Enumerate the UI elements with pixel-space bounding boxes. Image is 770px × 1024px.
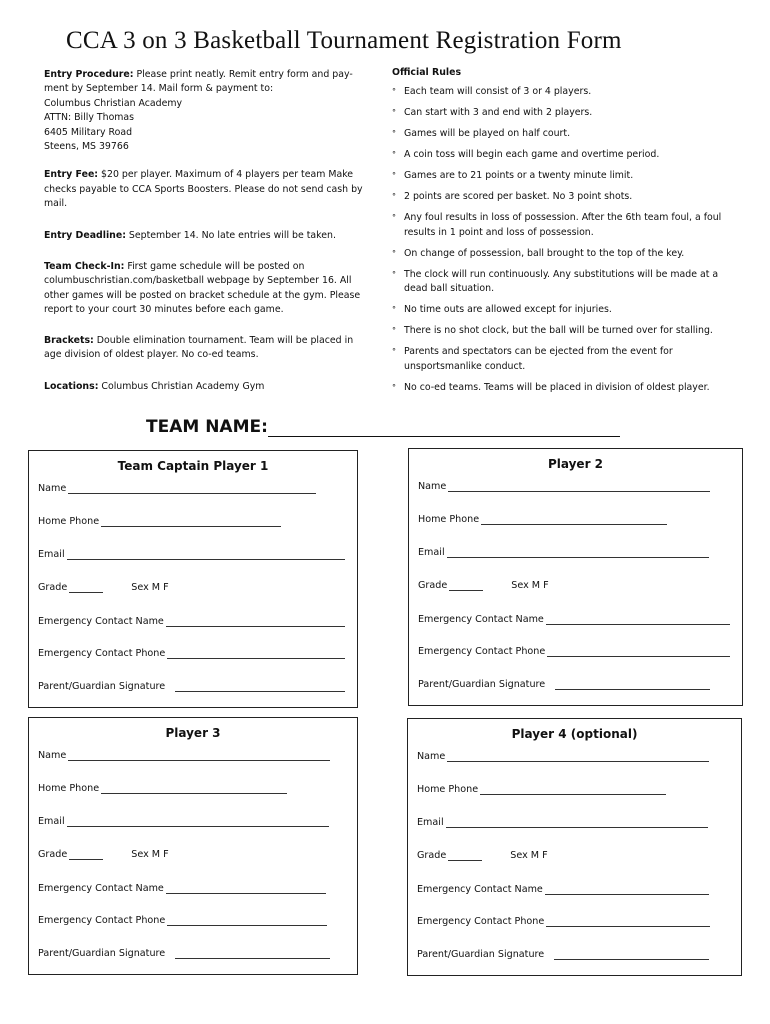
rule-item bbox=[392, 247, 722, 261]
grade-line[interactable] bbox=[69, 850, 103, 860]
rule-item bbox=[392, 268, 722, 297]
rule-item bbox=[392, 106, 722, 120]
card-title: Team Captain Player 1 bbox=[117, 459, 269, 473]
field-label: Email bbox=[417, 817, 444, 828]
field-label: Emergency Contact Phone bbox=[418, 646, 546, 657]
field-label: Emergency Contact Phone bbox=[38, 915, 166, 926]
sex-selector[interactable]: Sex M F bbox=[131, 849, 169, 860]
input-line[interactable] bbox=[101, 517, 281, 527]
emergency-name-field[interactable] bbox=[38, 616, 345, 627]
field-label: Parent/Guardian Signature bbox=[38, 948, 166, 959]
rule-text: 2 points are scored per basket. No 3 point shots. bbox=[404, 191, 633, 203]
field-label: Name bbox=[38, 750, 67, 761]
bullet-icon: ° bbox=[392, 87, 396, 97]
rule-text: Games are to 21 points or a twenty minute limit. bbox=[404, 170, 634, 182]
form-title: CCA 3 on 3 Basketball Tournament Registration Form bbox=[66, 27, 622, 54]
address-line: ATTN: Billy Thomas bbox=[44, 112, 135, 124]
field-label: Home Phone bbox=[38, 783, 100, 794]
name-field[interactable] bbox=[38, 483, 345, 494]
rule-text: Any foul results in loss of possession. After the 6th team foul, a foul results in 1 point and loss of possession. bbox=[404, 212, 722, 238]
input-line[interactable] bbox=[68, 751, 330, 761]
field-label: Emergency Contact Name bbox=[38, 883, 164, 894]
emergency-phone-field[interactable] bbox=[38, 915, 345, 926]
email-field[interactable] bbox=[418, 547, 730, 558]
input-line[interactable] bbox=[101, 784, 287, 794]
email-field[interactable] bbox=[38, 816, 345, 827]
field-label: Name bbox=[417, 751, 446, 762]
field-label: Parent/Guardian Signature bbox=[38, 681, 166, 692]
emergency-name-field[interactable] bbox=[38, 883, 345, 894]
name-field[interactable] bbox=[38, 750, 345, 761]
bullet-icon: ° bbox=[392, 150, 396, 160]
entry-deadline: Entry Deadline: September 14. No late entries will be taken. bbox=[44, 229, 336, 241]
rule-item bbox=[392, 190, 722, 204]
input-line[interactable] bbox=[481, 515, 667, 525]
player-card-3 bbox=[28, 717, 358, 975]
field-label: Emergency Contact Name bbox=[38, 616, 164, 627]
brackets: Brackets: Double elimination tournament. Team will be placed in age division of oldest player. No co-ed teams. bbox=[44, 334, 354, 361]
sex-selector[interactable]: Sex M F bbox=[511, 580, 549, 591]
field-label: Email bbox=[418, 547, 445, 558]
grade-field[interactable] bbox=[38, 849, 345, 860]
grade-field[interactable] bbox=[417, 850, 729, 861]
rule-item bbox=[392, 345, 722, 374]
input-line[interactable] bbox=[67, 550, 345, 560]
rule-text: No time outs are allowed except for injuries. bbox=[404, 304, 612, 316]
card-title: Player 2 bbox=[547, 457, 604, 471]
input-line[interactable] bbox=[166, 617, 345, 627]
field-label: Grade bbox=[38, 582, 68, 593]
field-label: Grade bbox=[38, 849, 68, 860]
input-line[interactable] bbox=[480, 785, 666, 795]
field-label: Home Phone bbox=[418, 514, 480, 525]
emergency-phone-field[interactable] bbox=[38, 648, 345, 659]
grade-field[interactable] bbox=[38, 582, 345, 593]
field-label: Parent/Guardian Signature bbox=[417, 949, 545, 960]
player-card-4 bbox=[407, 718, 742, 976]
player-card-2 bbox=[408, 448, 743, 706]
team-name-line[interactable] bbox=[268, 418, 620, 437]
field-label: Name bbox=[418, 481, 447, 492]
home-phone-field[interactable] bbox=[417, 784, 729, 795]
bullet-icon: ° bbox=[392, 192, 396, 202]
email-field[interactable] bbox=[417, 817, 729, 828]
input-line[interactable] bbox=[447, 752, 709, 762]
input-line[interactable] bbox=[167, 649, 345, 659]
rule-text: A coin toss will begin each game and overtime period. bbox=[404, 149, 660, 161]
field-label: Grade bbox=[417, 850, 447, 861]
field-label: Emergency Contact Name bbox=[417, 884, 543, 895]
player-card-1 bbox=[28, 450, 358, 708]
rules-title: Official Rules bbox=[392, 67, 462, 78]
field-label: Grade bbox=[418, 580, 448, 591]
name-field[interactable] bbox=[418, 481, 730, 492]
rule-text: There is no shot clock, but the ball will be turned over for stalling. bbox=[404, 325, 713, 337]
input-line[interactable] bbox=[67, 817, 329, 827]
field-label: Parent/Guardian Signature bbox=[418, 679, 546, 690]
rule-text: No co-ed teams. Teams will be placed in division of oldest player. bbox=[404, 381, 710, 393]
card-title: Player 4 (optional) bbox=[511, 727, 638, 741]
emergency-phone-field[interactable] bbox=[418, 646, 730, 657]
bullet-icon: ° bbox=[392, 305, 396, 315]
input-line[interactable] bbox=[546, 615, 730, 625]
entry-info bbox=[44, 68, 366, 408]
rule-text: Parents and spectators can be ejected from the event for unsportsmanlike conduct. bbox=[404, 346, 673, 372]
emergency-name-field[interactable] bbox=[417, 884, 729, 895]
bullet-icon: ° bbox=[392, 347, 396, 357]
name-field[interactable] bbox=[417, 751, 729, 762]
rule-item bbox=[392, 324, 722, 338]
bullet-icon: ° bbox=[392, 326, 396, 336]
home-phone-field[interactable] bbox=[38, 783, 345, 794]
bullet-icon: ° bbox=[392, 248, 396, 258]
emergency-name-field[interactable] bbox=[418, 614, 730, 625]
home-phone-field[interactable] bbox=[38, 516, 345, 527]
bullet-icon: ° bbox=[392, 382, 396, 392]
signature-field[interactable] bbox=[38, 948, 345, 959]
rule-item bbox=[392, 148, 722, 162]
rule-text: Each team will consist of 3 or 4 players. bbox=[404, 86, 592, 98]
emergency-phone-field[interactable] bbox=[417, 916, 729, 927]
address-line: Steens, MS 39766 bbox=[44, 141, 129, 153]
rule-item bbox=[392, 169, 722, 183]
bullet-icon: ° bbox=[392, 171, 396, 181]
sex-selector[interactable]: Sex M F bbox=[510, 850, 548, 861]
input-line[interactable] bbox=[447, 548, 709, 558]
field-label: Emergency Contact Phone bbox=[417, 916, 545, 927]
rule-item bbox=[392, 303, 722, 317]
sex-selector[interactable]: Sex M F bbox=[131, 582, 169, 593]
home-phone-field[interactable] bbox=[418, 514, 730, 525]
grade-line[interactable] bbox=[69, 583, 103, 593]
input-line[interactable] bbox=[555, 680, 710, 690]
rule-item bbox=[392, 85, 722, 99]
locations: Locations: Columbus Christian Academy Gym bbox=[44, 380, 265, 392]
input-line[interactable] bbox=[175, 949, 330, 959]
card-title: Player 3 bbox=[165, 726, 221, 740]
input-line[interactable] bbox=[166, 884, 326, 894]
entry-procedure: Entry Procedure: Please print neatly. Remit entry form and pay-ment by September 14. Mail form & payment to: Columbus Christian Academy ATTN: Billy Thomas 6405 Military Road Steens, MS 39766 bbox=[44, 69, 353, 153]
signature-field[interactable] bbox=[418, 679, 730, 690]
field-label: Name bbox=[38, 483, 67, 494]
rule-text: Games will be played on half court. bbox=[404, 128, 571, 140]
field-label: Home Phone bbox=[417, 784, 479, 795]
team-name-label: TEAM NAME: bbox=[146, 417, 268, 437]
field-label: Home Phone bbox=[38, 516, 100, 527]
email-field[interactable] bbox=[38, 549, 345, 560]
grade-field[interactable] bbox=[418, 580, 730, 591]
address-line: 6405 Military Road bbox=[44, 126, 133, 138]
input-line[interactable] bbox=[68, 484, 316, 494]
input-line[interactable] bbox=[167, 916, 327, 926]
bullet-icon: ° bbox=[392, 129, 396, 139]
rule-item bbox=[392, 381, 722, 395]
signature-field[interactable] bbox=[38, 681, 345, 692]
rule-item bbox=[392, 127, 722, 141]
bullet-icon: ° bbox=[392, 269, 396, 279]
field-label: Email bbox=[38, 549, 65, 560]
grade-line[interactable] bbox=[449, 581, 483, 591]
input-line[interactable] bbox=[546, 917, 710, 927]
rule-text: On change of possession, ball brought to the top of the key. bbox=[404, 247, 685, 259]
address-line: Columbus Christian Academy bbox=[44, 97, 183, 109]
grade-line[interactable] bbox=[448, 851, 482, 861]
input-line[interactable] bbox=[547, 647, 730, 657]
rule-text: The clock will run continuously. Any substitutions will be made at a dead ball situation. bbox=[404, 268, 719, 295]
input-line[interactable] bbox=[554, 950, 709, 960]
input-line[interactable] bbox=[175, 682, 345, 692]
official-rules bbox=[392, 66, 722, 402]
field-label: Email bbox=[38, 816, 65, 827]
field-label: Emergency Contact Name bbox=[418, 614, 544, 625]
team-name-field[interactable] bbox=[146, 417, 620, 437]
input-line[interactable] bbox=[448, 482, 710, 492]
team-check-in: Team Check-In: First game schedule will be posted on columbuschristian.com/basketball webpage by September 16. All other games will be posted on bracket schedule at the gym. Please report to your court 30 minutes before each game. bbox=[44, 261, 361, 316]
input-line[interactable] bbox=[545, 885, 709, 895]
input-line[interactable] bbox=[446, 818, 708, 828]
bullet-icon: ° bbox=[392, 213, 396, 223]
signature-field[interactable] bbox=[417, 949, 729, 960]
field-label: Emergency Contact Phone bbox=[38, 648, 166, 659]
rule-text: Can start with 3 and end with 2 players. bbox=[404, 107, 593, 119]
bullet-icon: ° bbox=[392, 108, 396, 118]
entry-fee: Entry Fee: $20 per player. Maximum of 4 players per team Make checks payable to CCA Sports Boosters. Please do not send cash by mail. bbox=[44, 169, 363, 210]
rule-item bbox=[392, 211, 722, 240]
